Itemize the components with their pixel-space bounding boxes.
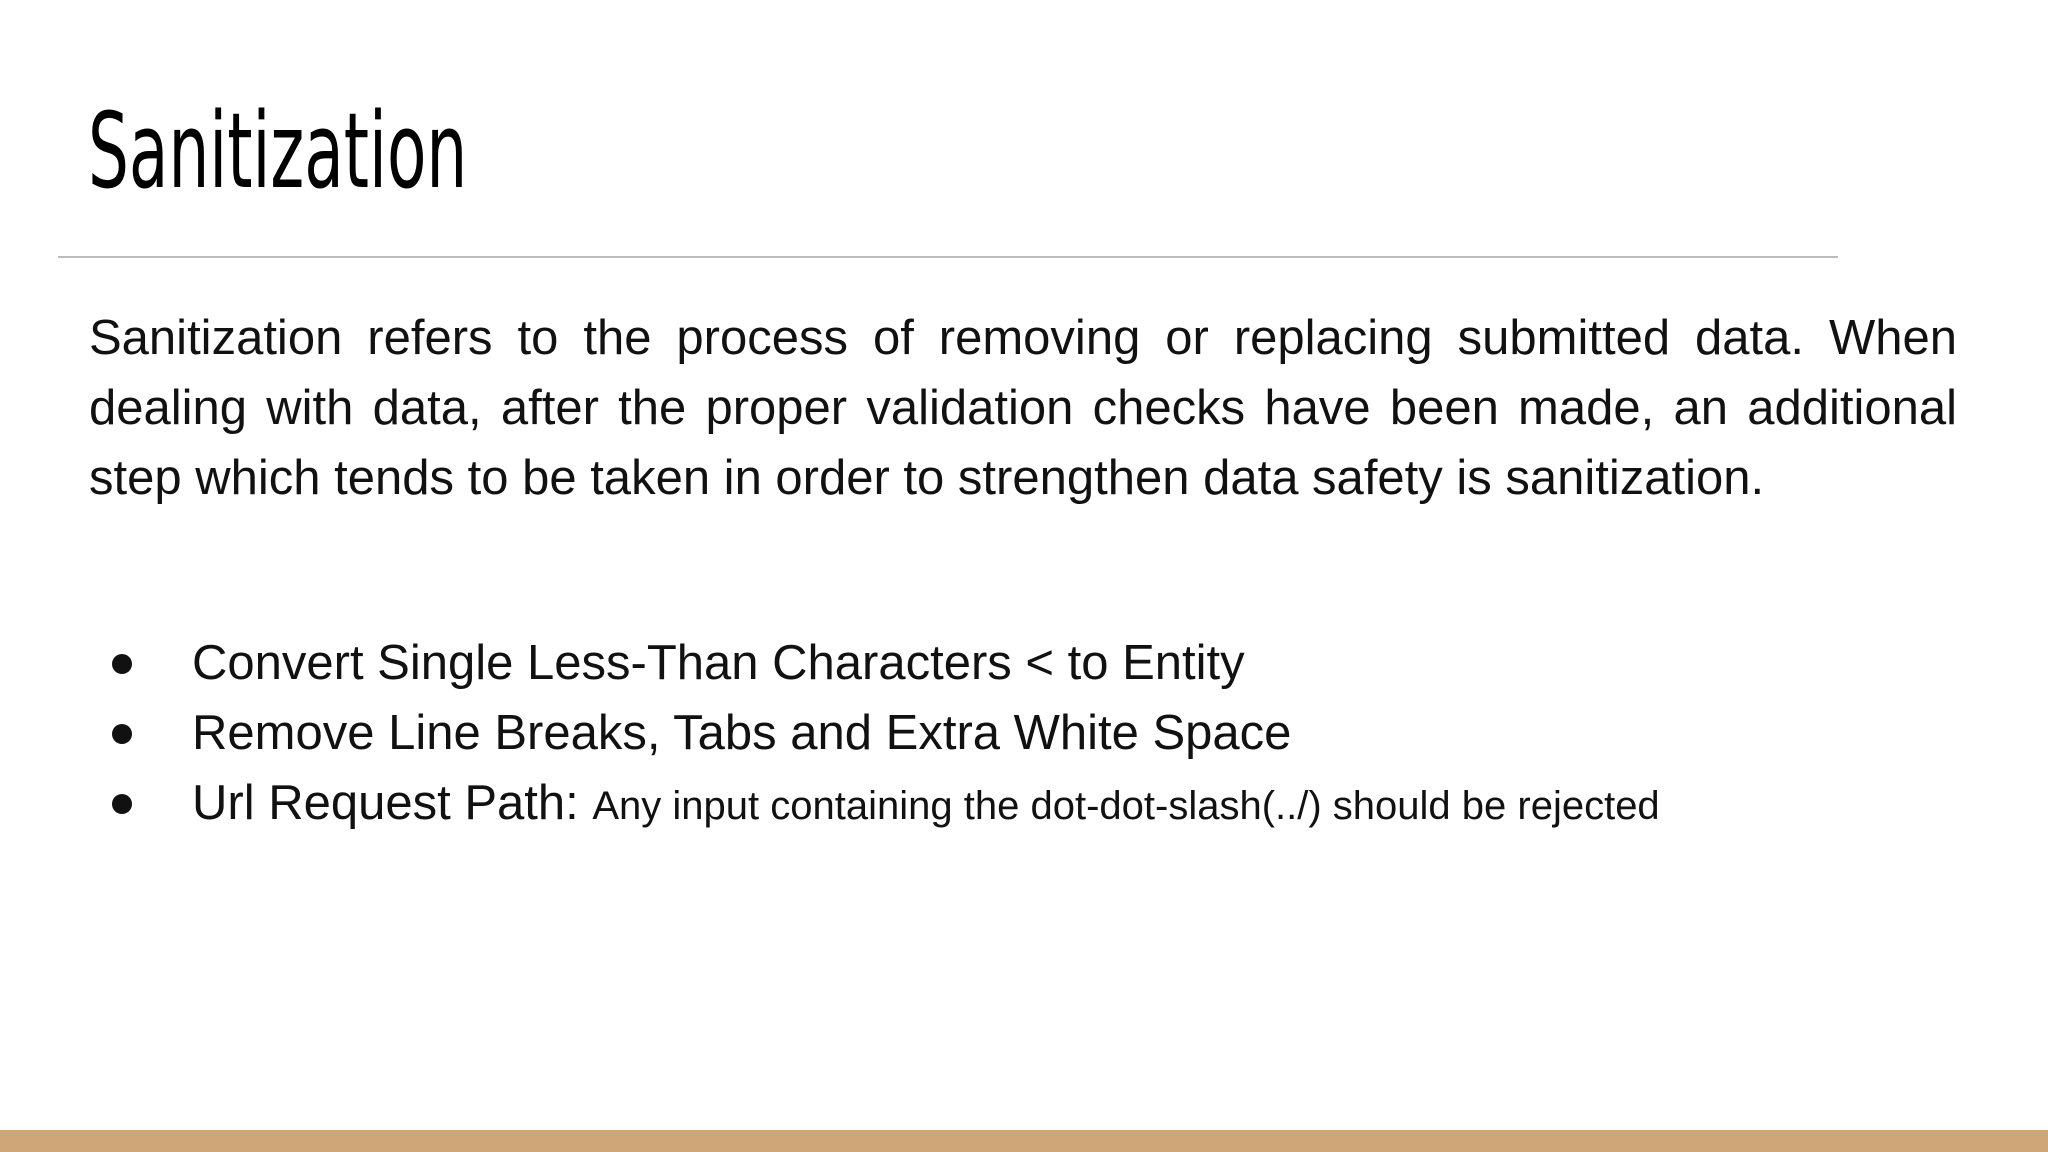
list-item <box>89 768 1969 841</box>
slide-title: Sanitization <box>88 90 468 212</box>
bullet-detail: Any input containing the dot-dot-slash(../) should be rejected <box>592 784 1660 828</box>
bullet-icon <box>112 794 132 814</box>
bullet-icon <box>112 724 132 744</box>
footer-accent-bar <box>0 1130 2048 1152</box>
bullet-icon <box>112 654 132 674</box>
bullet-text: Convert Single Less-Than Characters < to Entity <box>192 636 1245 690</box>
title-divider <box>58 256 1838 258</box>
intro-paragraph: Sanitization refers to the process of removing or replacing submitted data. When dealing with data, after the proper validation checks have been made, an additional step which tends to be taken in order to strengthen data safety is sanitization. <box>89 311 1957 505</box>
bullet-text: Url Request Path: <box>192 776 579 830</box>
list-item <box>89 628 1969 698</box>
bullet-list <box>89 628 1969 841</box>
bullet-text: Remove Line Breaks, Tabs and Extra White Space <box>192 706 1292 760</box>
list-item <box>89 698 1969 768</box>
